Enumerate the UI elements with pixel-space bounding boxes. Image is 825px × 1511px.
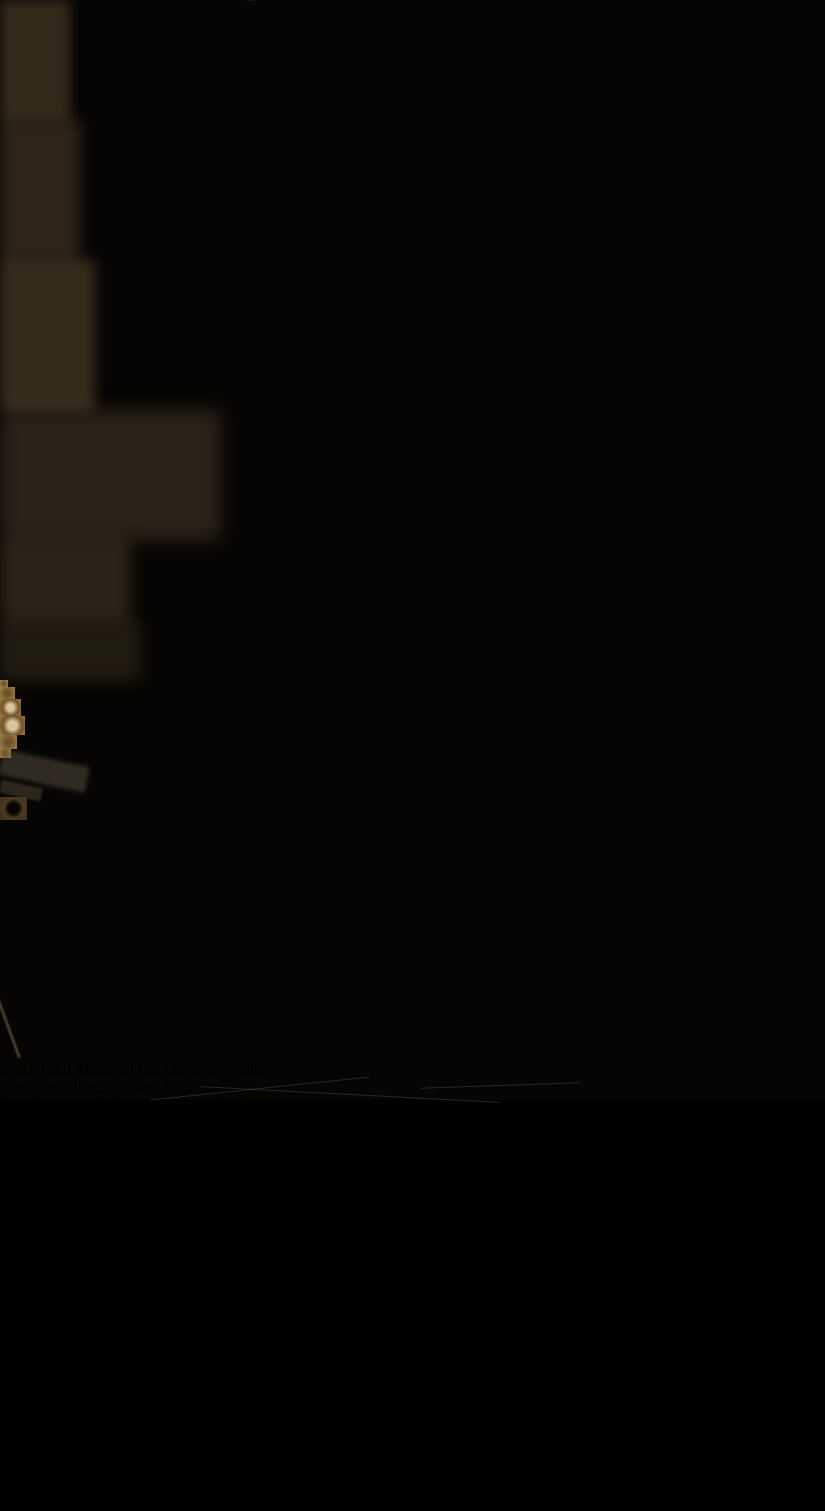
fox-stain (0, 120, 80, 260)
text-line: pua nŕa etas dapibʒ libidīoſis precia ɔſtitue (0, 1349, 272, 1366)
text-line: prioribʒ ſubnecteret̄ exordiis niſi ppóitū (0, 1475, 252, 1492)
water-stain (0, 410, 220, 540)
heading-line: Ad eiuſdē Carmen Prefatio. (0, 1115, 176, 1132)
spot-stain (0, 735, 17, 749)
text-line: ergo cultɔ hortorʒ ſegnis ac neglectus quó (0, 1223, 267, 1240)
text-line: ſuperioribʒ deceʒ libris hac minus pte (0, 1187, 241, 1204)
text-line: lactis copia ferinaqʒ ac dóeſticarʒ pecudū (0, 1295, 265, 1312)
body-text-block (0, 1133, 825, 1493)
water-stain (0, 620, 140, 680)
fox-stain (0, 260, 95, 410)
fox-stain (0, 0, 70, 120)
showthrough-ghost (0, 936, 180, 956)
text-line: cultus hortorʒ quóiā & fructus mag̃ ī uſu (0, 1421, 258, 1438)
text-line: pr̄cipiēdus ē. Iſqʒ ſicut īſtituerā pſa oŕone (0, 1457, 261, 1474)
text-line: debitū qd' nature pſoluo reddiderā. Supeſt (0, 1205, 266, 1222)
heading-line: L ucii Iunii Moderati Columelle de Cultu (0, 1061, 264, 1078)
text-line: cioſioribʒ cibis ad uulgares cōpellit̄. Q ŕ (0, 1403, 254, 1420)
scrap-handwriting (49, 0, 270, 15)
text-line: uictū tolerātibus. Mox cóſequēs & preci (0, 1331, 255, 1348)
text-line: derā tibi reliquā pēſiunculā pcipe. Nā (0, 1169, 238, 1186)
folio-number-handwritten: 38″ (0, 1493, 23, 1510)
text-line: eſtimētur. Plebeia paupertas ſūmota pre (0, 1385, 251, 1402)
showthrough-ghost (0, 844, 170, 866)
guide-letter: f (0, 1133, 6, 1150)
text-line: carne uelut aqua fr̄to qʒ ſūmis atqʒ hūillis (0, 1313, 266, 1330)
text-line: Siqdē cū parcior apd' priſcos ēēt frugalitas (0, 1259, 270, 1276)
water-stain (0, 540, 130, 620)
heading-line: .M.ī Georgicis Poſteris edendum dimiſit (0, 1097, 255, 1114)
spot-stain (0, 680, 8, 687)
spot-stain (0, 687, 15, 699)
corner-fold-crease (0, 959, 21, 1059)
text-line: rit. Cene qʒ nó n̈alibʒ deſideriis. ſʒ cenſibʒ (0, 1367, 271, 1384)
text-line: Oenoris tui Siluine qd' ſtipulāti ſpopó (0, 1151, 238, 1168)
spot-stain (0, 699, 21, 716)
heading-line: hortorum Liber.xi.Q uem.Pub.Virgilius (0, 1079, 250, 1096)
showthrough-ghost (0, 892, 115, 914)
spot-stain (0, 716, 25, 735)
text-line: eſt diligētius nobïs q̈ tradiderūt maiores (0, 1439, 252, 1456)
showthrough-ghost (0, 866, 95, 892)
paper-scrap (47, 0, 346, 70)
showthrough-ghost (0, 820, 190, 844)
showthrough-ghost (0, 914, 125, 936)
text-line: dā uetibʒ agricolis nūc uero celeberrimus. (0, 1241, 268, 1258)
ring-stain (0, 797, 27, 820)
text-line: largior tn̄ pauperibus fuit uſus epularū. (0, 1277, 246, 1294)
